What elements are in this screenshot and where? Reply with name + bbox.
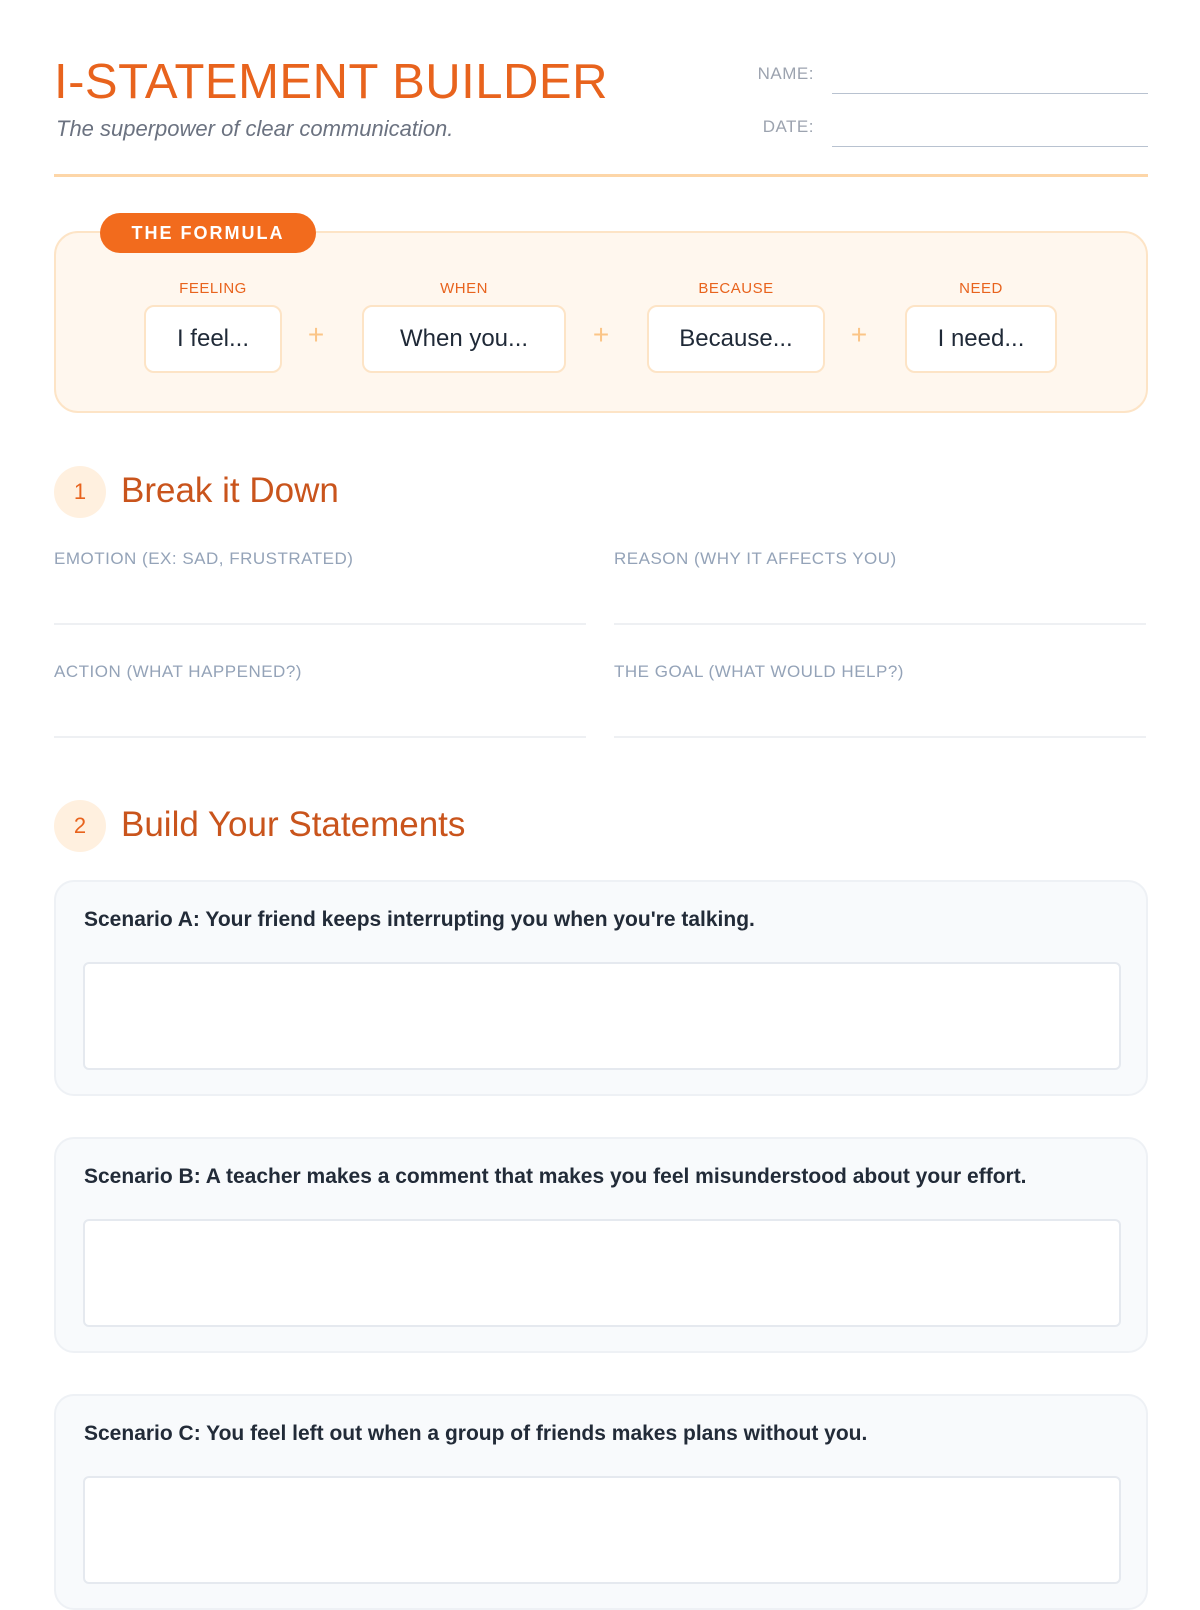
formula-step-feeling xyxy=(144,279,282,373)
scenario-answer-box[interactable] xyxy=(83,1476,1121,1584)
reason-field[interactable] xyxy=(614,549,1146,639)
formula-step-label: WHEN xyxy=(440,280,488,297)
formula-step-label: BECAUSE xyxy=(698,280,774,297)
section-number: 1 xyxy=(54,466,106,518)
field-label: REASON (WHY IT AFFECTS YOU) xyxy=(614,549,897,568)
scenario-card-b xyxy=(54,1137,1148,1353)
formula-step-label: FEELING xyxy=(179,280,247,297)
name-row xyxy=(730,54,1148,94)
date-label: DATE: xyxy=(762,117,814,136)
field-underline xyxy=(54,623,586,625)
name-field[interactable] xyxy=(832,93,1148,94)
scenario-answer-box[interactable] xyxy=(83,1219,1121,1327)
formula-step-box: I feel... xyxy=(144,305,282,373)
formula-step-need xyxy=(905,279,1057,373)
page-subtitle: The superpower of clear communication. xyxy=(56,116,454,141)
scenario-card-c xyxy=(54,1394,1148,1610)
field-underline xyxy=(614,736,1146,738)
date-field[interactable] xyxy=(832,146,1148,147)
formula-badge: THE FORMULA xyxy=(100,213,316,253)
plus-icon: + xyxy=(592,319,610,350)
scenario-card-a xyxy=(54,880,1148,1096)
formula-step-when xyxy=(362,279,566,373)
field-underline xyxy=(614,623,1146,625)
page-title: I-STATEMENT BUILDER xyxy=(54,55,609,109)
emotion-field[interactable] xyxy=(54,549,586,639)
formula-step-label: NEED xyxy=(959,280,1003,297)
plus-icon: + xyxy=(307,319,325,350)
header xyxy=(54,52,1148,176)
formula-step-because xyxy=(647,279,825,373)
formula-step-box: Because... xyxy=(647,305,825,373)
section-number: 2 xyxy=(54,800,106,852)
field-label: THE GOAL (WHAT WOULD HELP?) xyxy=(614,662,904,681)
field-underline xyxy=(54,736,586,738)
scenario-answer-box[interactable] xyxy=(83,962,1121,1070)
field-label: ACTION (WHAT HAPPENED?) xyxy=(54,662,302,681)
plus-icon: + xyxy=(850,319,868,350)
formula-step-box: When you... xyxy=(362,305,566,373)
goal-field[interactable] xyxy=(614,662,1146,752)
formula-step-box: I need... xyxy=(905,305,1057,373)
scenario-prompt: Scenario B: A teacher makes a comment that makes you feel misunderstood about your effort. xyxy=(84,1165,1027,1188)
formula-panel xyxy=(54,223,1148,413)
scenario-prompt: Scenario C: You feel left out when a group of friends makes plans without you. xyxy=(84,1422,868,1445)
action-field[interactable] xyxy=(54,662,586,752)
name-label: NAME: xyxy=(757,64,814,83)
date-row xyxy=(730,107,1148,147)
section-title: Break it Down xyxy=(121,471,339,510)
scenario-prompt: Scenario A: Your friend keeps interrupting you when you're talking. xyxy=(84,908,755,931)
field-label: EMOTION (EX: SAD, FRUSTRATED) xyxy=(54,549,354,568)
header-divider xyxy=(54,174,1148,177)
section-title: Build Your Statements xyxy=(121,805,466,844)
